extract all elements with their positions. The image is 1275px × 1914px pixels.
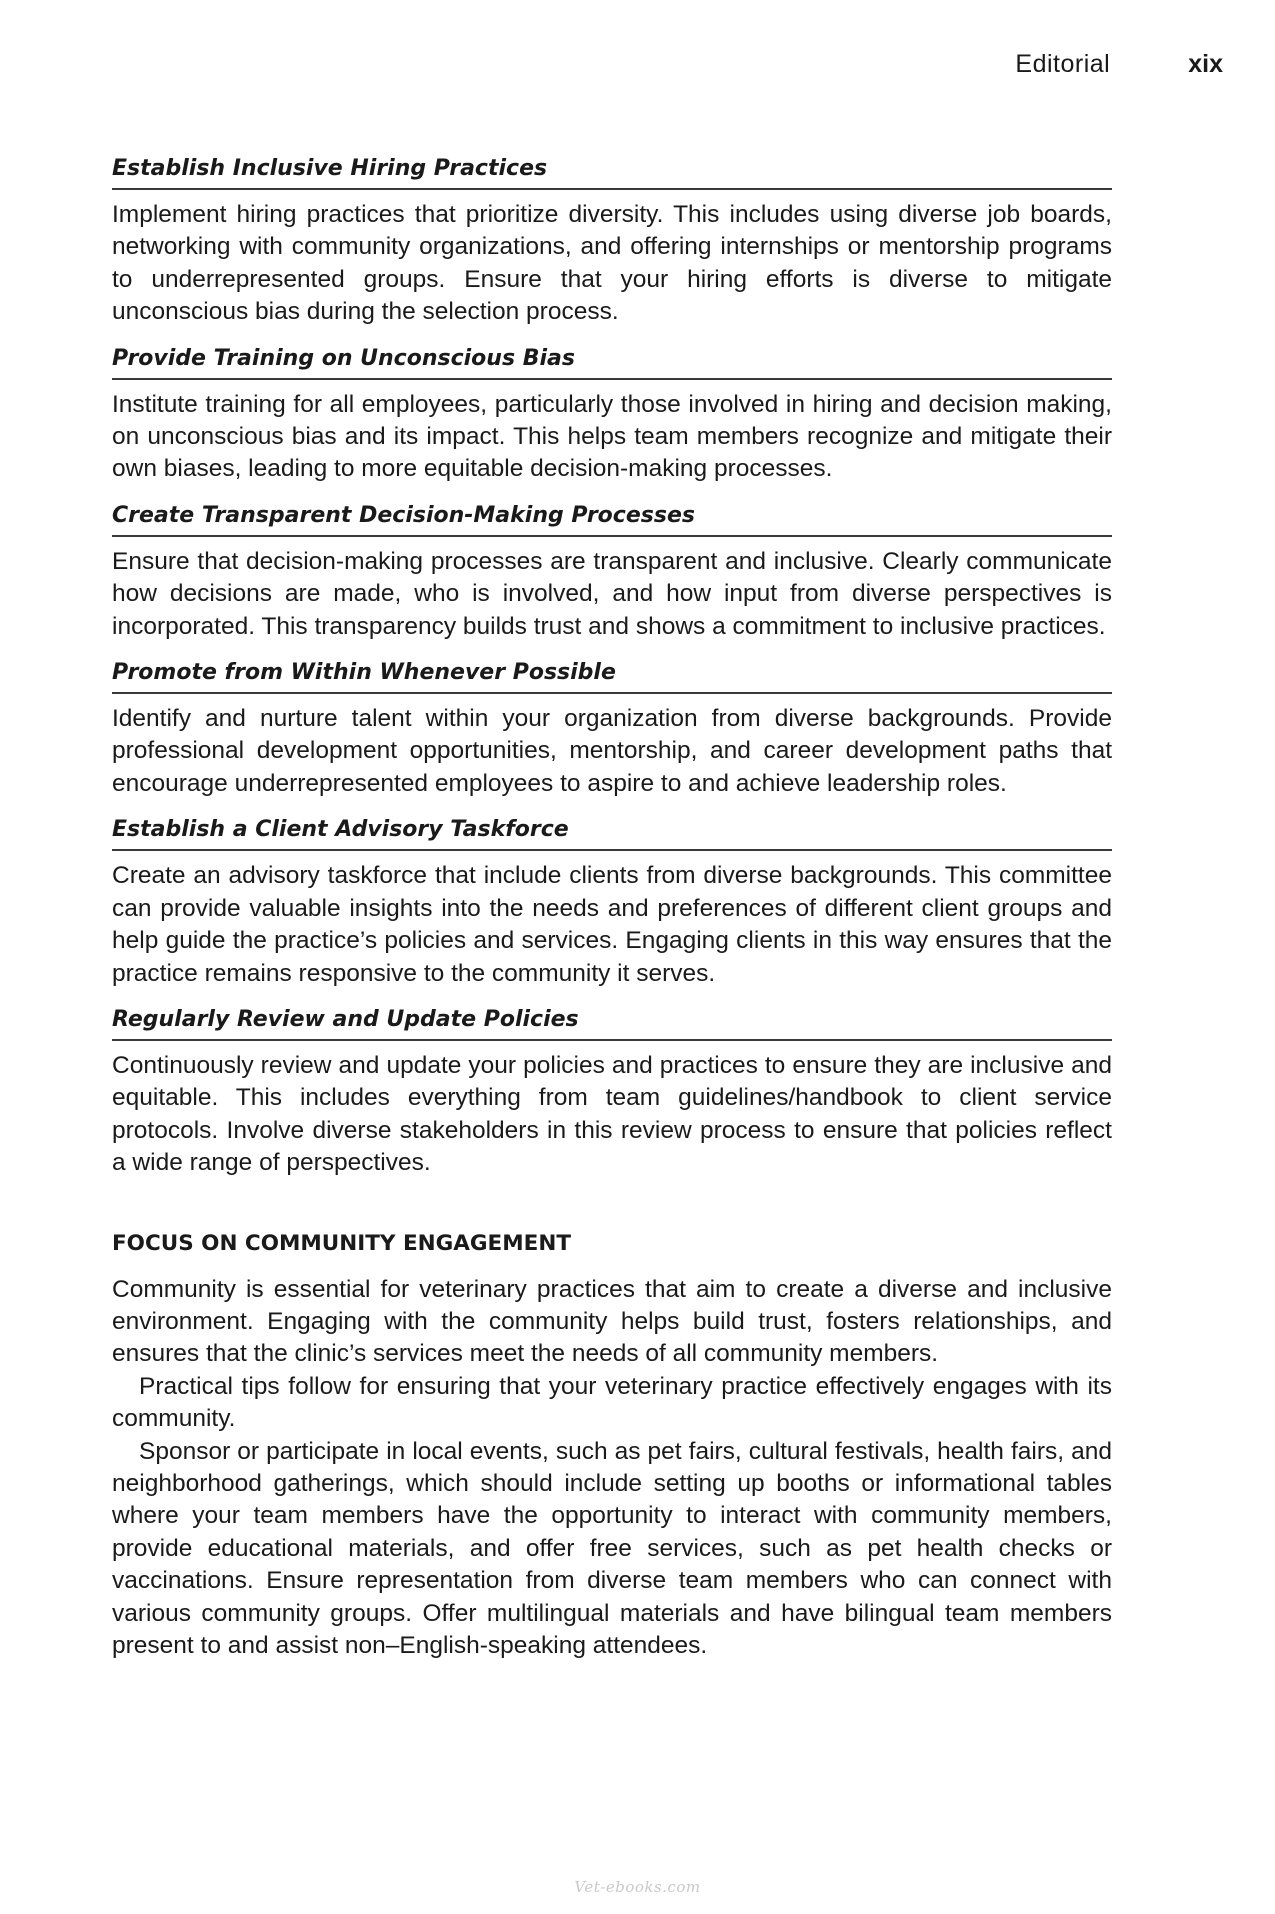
subsection-inclusive-hiring	[112, 153, 1112, 329]
subsection-transparent-decisions	[112, 500, 1112, 643]
subsection-paragraph: Create an advisory taskforce that include clients from diverse backgrounds. This committee can provide valuable insights into the needs and preferences of different client groups and help guide the practice’s policies and services. Engaging clients in this way ensures that the practice remains responsive to the community it serves.	[112, 862, 1112, 987]
subsection-heading: Establish Inclusive Hiring Practices	[112, 153, 1112, 190]
subsection-paragraph: Identify and nurture talent within your organization from diverse backgrounds. Provide professional development opportunities, mentorship, and career development paths that encourage underrepresented employees to aspire to and achieve leadership roles.	[112, 705, 1112, 797]
subsection-heading: Promote from Within Whenever Possible	[112, 657, 1112, 694]
community-paragraph: Sponsor or participate in local events, such as pet fairs, cultural festivals, health fairs, and neighborhood gatherings, which should include setting up booths or informational tables where your team members have the opportunity to interact with community members, provide educational materials, and offer free services, such as pet health checks or vaccinations. Ensure representation from diverse team members who can connect with various community groups. Offer multilingual materials and have bilingual team members present to and assist non–English-speaking attendees.	[112, 1437, 1112, 1659]
subsection-promote-within	[112, 657, 1112, 800]
watermark-logo: Vet-ebooks.com	[574, 1878, 701, 1896]
subsection-bias-training	[112, 343, 1112, 486]
running-header	[1015, 50, 1223, 79]
page-number: xix	[1188, 50, 1223, 78]
subsection-client-taskforce	[112, 814, 1112, 990]
community-paragraph: Practical tips follow for ensuring that your veterinary practice effectively engages with its community.	[112, 1372, 1112, 1433]
community-paragraph: Community is essential for veterinary practices that aim to create a diverse and inclusive environment. Engaging with the community helps build trust, fosters relationships, and ensures that the clinic’s services meet the needs of all community members.	[112, 1275, 1112, 1368]
subsection-heading: Create Transparent Decision-Making Processes	[112, 500, 1112, 537]
subsection-review-policies	[112, 1004, 1112, 1180]
subsection-heading: Regularly Review and Update Policies	[112, 1004, 1112, 1041]
subsection-heading: Provide Training on Unconscious Bias	[112, 343, 1112, 380]
section-title: Editorial	[1015, 50, 1111, 78]
subsection-paragraph: Continuously review and update your policies and practices to ensure they are inclusive and equitable. This includes everything from team guidelines/handbook to client service protocols. Involve diverse stakeholders in this review process to ensure that policies reflect a wide range of perspectives.	[112, 1051, 1112, 1177]
main-content	[112, 153, 1112, 1662]
section-heading-community: FOCUS ON COMMUNITY ENGAGEMENT	[112, 1230, 571, 1256]
subsection-heading: Establish a Client Advisory Taskforce	[112, 814, 1112, 851]
subsection-paragraph: Implement hiring practices that prioritize diversity. This includes using diverse job boards, networking with community organizations, and offering internships or mentorship programs to underrepresented groups. Ensure that your hiring efforts is diverse to mitigate unconscious bias during the selection process.	[112, 201, 1112, 326]
subsection-paragraph: Ensure that decision-making processes are transparent and inclusive. Clearly communicate how decisions are made, who is involved, and how input from diverse perspectives is incorporated. This transparency builds trust and shows a commitment to inclusive practices.	[112, 547, 1112, 640]
subsection-paragraph: Institute training for all employees, particularly those involved in hiring and decision making, on unconscious bias and its impact. This helps team members recognize and mitigate their own biases, leading to more equitable decision-making processes.	[112, 390, 1112, 483]
